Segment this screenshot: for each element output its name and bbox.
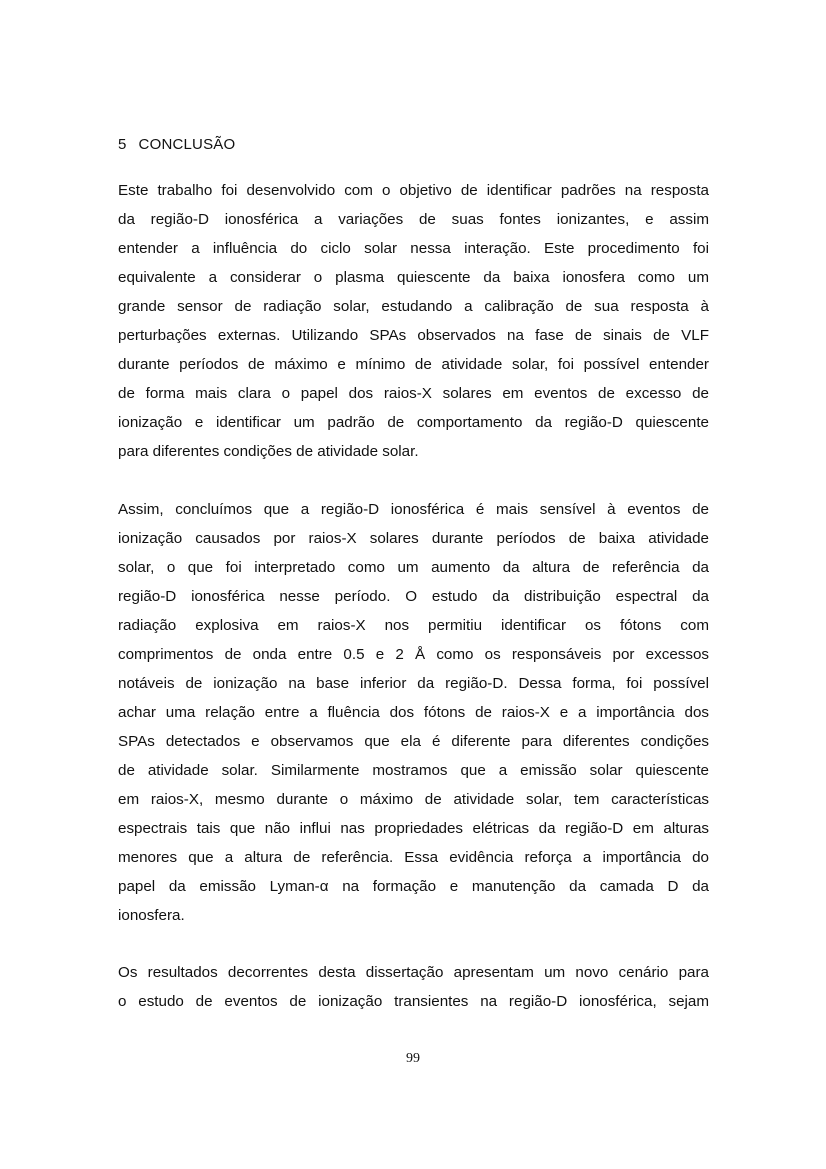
text-line: em raios-X, mesmo durante o máximo de atividade solar, tem características bbox=[118, 791, 709, 808]
text-line: de atividade solar. Similarmente mostramos que a emissão solar quiescente bbox=[118, 762, 709, 779]
section-heading bbox=[118, 136, 235, 153]
section-number: 5 bbox=[118, 136, 127, 153]
paragraph-conclusions bbox=[118, 495, 709, 930]
text-line: achar uma relação entre a fluência dos fótons de raios-X e a importância dos bbox=[118, 704, 709, 721]
text-line: o estudo de eventos de ionização transientes na região-D ionosférica, sejam bbox=[118, 993, 709, 1010]
text-line: da região-D ionosférica a variações de suas fontes ionizantes, e assim bbox=[118, 211, 709, 228]
text-line: equivalente a considerar o plasma quiescente da baixa ionosfera como um bbox=[118, 269, 709, 286]
text-line: ionização causados por raios-X solares durante períodos de baixa atividade bbox=[118, 530, 709, 547]
text-line: Assim, concluímos que a região-D ionosférica é mais sensível à eventos de bbox=[118, 501, 709, 518]
text-line: espectrais tais que não influi nas propriedades elétricas da região-D em alturas bbox=[118, 820, 709, 837]
text-line: ionosfera. bbox=[118, 907, 185, 924]
text-line: menores que a altura de referência. Essa evidência reforça a importância do bbox=[118, 849, 709, 866]
text-line: de forma mais clara o papel dos raios-X solares em eventos de excesso de bbox=[118, 385, 709, 402]
text-line: solar, o que foi interpretado como um aumento da altura de referência da bbox=[118, 559, 709, 576]
text-line: perturbações externas. Utilizando SPAs observados na fase de sinais de VLF bbox=[118, 327, 709, 344]
text-line: notáveis de ionização na base inferior da região-D. Dessa forma, foi possível bbox=[118, 675, 709, 692]
text-line: durante períodos de máximo e mínimo de atividade solar, foi possível entender bbox=[118, 356, 709, 373]
text-line: radiação explosiva em raios-X nos permitiu identificar os fótons com bbox=[118, 617, 709, 634]
paragraph-objective bbox=[118, 176, 709, 466]
text-line: Os resultados decorrentes desta dissertação apresentam um novo cenário para bbox=[118, 964, 709, 981]
text-line: comprimentos de onda entre 0.5 e 2 Å como os responsáveis por excessos bbox=[118, 646, 709, 663]
text-line: para diferentes condições de atividade solar. bbox=[118, 443, 419, 460]
text-line: ionização e identificar um padrão de comportamento da região-D quiescente bbox=[118, 414, 709, 431]
page-number: 99 bbox=[406, 1051, 420, 1066]
text-line: entender a influência do ciclo solar nessa interação. Este procedimento foi bbox=[118, 240, 709, 257]
text-line: região-D ionosférica nesse período. O estudo da distribuição espectral da bbox=[118, 588, 709, 605]
text-line: papel da emissão Lyman-α na formação e manutenção da camada D da bbox=[118, 878, 709, 895]
text-line: grande sensor de radiação solar, estudando a calibração de sua resposta à bbox=[118, 298, 709, 315]
text-line: SPAs detectados e observamos que ela é diferente para diferentes condições bbox=[118, 733, 709, 750]
section-title: CONCLUSÃO bbox=[138, 136, 236, 153]
paragraph-results bbox=[118, 958, 709, 1016]
text-line: Este trabalho foi desenvolvido com o objetivo de identificar padrões na resposta bbox=[118, 182, 709, 199]
